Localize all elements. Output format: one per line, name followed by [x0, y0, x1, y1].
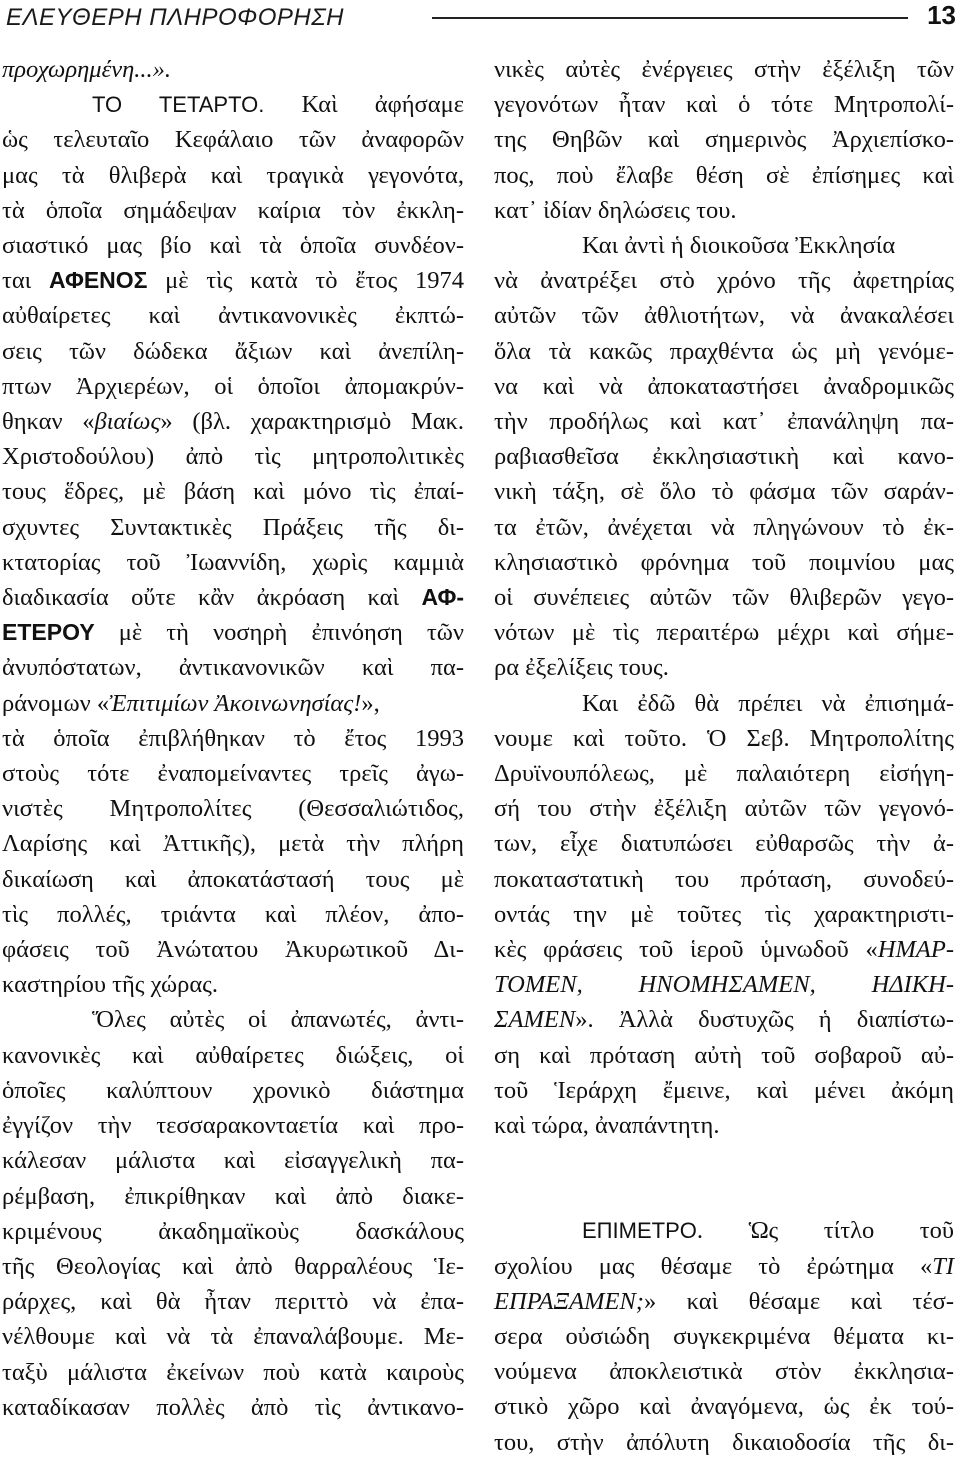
- page-header: [0, 0, 960, 40]
- text-line: τὰ ὁποῖα σημάδεψαν καίρια τὸν ἐκκλη-: [2, 196, 464, 224]
- text-line: ἀνυπόστατων, ἀντικανονικῶν καὶ πα-: [2, 654, 464, 682]
- text-line: νότων μὲ τὶς περαιτέρω μέχρι καὶ σήμε-: [494, 619, 954, 647]
- section-heading: ΤΟ ΤΕΤΑΡΤΟ.: [92, 92, 265, 118]
- text-line: νέλθουμε καὶ νὰ τὰ ἐπαναλάβουμε. Με-: [2, 1323, 464, 1351]
- text-line: των, εἶχε διατυπώσει εὐθαρσῶς τὴν ἀ-: [494, 830, 954, 858]
- text-line: σερα οὐσιώδη συγκεκριμένα θέματα κι-: [494, 1322, 954, 1350]
- text-line: ράρχες, καὶ θὰ ἦταν περιττὸ νὰ ἐπα-: [2, 1288, 464, 1316]
- text-line: ράνομων «Ἐπιτιμίων Ἀκοινωνησίας!»,: [2, 689, 380, 717]
- text-line: ται ΑΦΕΝΟΣ μὲ τὶς κατὰ τὸ ἔτος 1974: [2, 267, 464, 295]
- text-line: Και ἀντὶ ἡ διοικοῦσα Ἐκκλησία: [582, 232, 896, 260]
- text-line: ΤΟ ΤΕΤΑΡΤΟ. Καὶ ἀφήσαμε: [92, 91, 464, 119]
- text-line: ραβιασθεῖσα ἐκκλησιαστικὴ καὶ κανο-: [494, 443, 954, 471]
- text-line: μας τὰ θλιβερὰ καὶ τραγικὰ γεγονότα,: [2, 161, 464, 189]
- text-line: κλησιαστικὸ φρόνημα τοῦ ποιμνίου μας: [494, 548, 954, 576]
- text-line: σή του στὴν ἐξέλιξη αὐτῶν τῶν γεγονό-: [494, 795, 954, 823]
- section-heading: ΕΠΙΜΕΤΡΟ: [582, 1218, 697, 1244]
- text-line: ΕΤΕΡΟΥ μὲ τὴ νοσηρὴ ἐπινόηση τῶν: [2, 619, 464, 647]
- text-line: ἐγγίζον τὴν τεσσαρακονταετία καὶ προ-: [2, 1112, 464, 1140]
- text-line: ρέμβαση, ἐπικρίθηκαν καὶ ἀπὸ διακε-: [2, 1182, 464, 1210]
- text-line: θηκαν «βιαίως» (βλ. χαρακτηρισμὸ Μακ.: [2, 408, 464, 436]
- text-line: ΤΟΜΕΝ, ΗΝΟΜΗΣΑΜΕΝ, ΗΔΙΚΗ-: [494, 971, 954, 999]
- text-line: προχωρημένη...».: [2, 56, 171, 83]
- text-line: καὶ τώρα, ἀναπάντητη.: [494, 1112, 720, 1140]
- text-line: καστηρίου τῆς χώρας.: [2, 971, 218, 999]
- text-line: νούμενα ἀποκλειστικὰ στὸν ἐκκλησια-: [494, 1358, 954, 1386]
- text-line: σιαστικό μας βίο καὶ τὰ ὁποῖα συνδέον-: [2, 232, 464, 260]
- text-line: κριμένους ἀκαδημαϊκοὺς δασκάλους: [2, 1217, 464, 1245]
- text-line: πος, ποὺ ἔλαβε θέση σὲ ἐπίσημες καὶ: [494, 161, 954, 189]
- text-line: τοῦ Ἱεράρχη ἔμεινε, καὶ μένει ἀκόμη: [494, 1076, 954, 1104]
- text-line: τὶς πολλές, τριάντα καὶ πλέον, ἀπο-: [2, 900, 464, 928]
- text-line: φάσεις τοῦ Ἀνώτατου Ἀκυρωτικοῦ Δι-: [2, 936, 464, 964]
- text-line: καταδίκασαν πολλὲς ἀπὸ τὶς ἀντικανο-: [2, 1393, 464, 1421]
- text-line: κανονικὲς καὶ αὐθαίρετες διώξεις, οἱ: [2, 1041, 464, 1069]
- text-line: να καὶ νὰ ἀποκαταστήσει ἀναδρομικῶς: [494, 372, 954, 400]
- text-line: γεγονότων ἦταν καὶ ὁ τότε Μητροπολί-: [494, 91, 954, 119]
- text-line: νὰ ἀνατρέξει στὸ χρόνο τῆς ἀφετηρίας: [494, 267, 954, 295]
- text-line: τὴν προδήλως καὶ κατ᾽ ἐπανάληψη πα-: [494, 408, 954, 436]
- text-line: ΕΠΙΜΕΤΡΟ. Ὡς τίτλο τοῦ: [582, 1217, 954, 1245]
- text-line: διαδικασία οὔτε κἂν ἀκρόαση καὶ ΑΦ-: [2, 584, 464, 612]
- text-line: Και ἐδῶ θὰ πρέπει νὰ ἐπισημά-: [582, 689, 954, 717]
- right-column: [494, 52, 954, 1460]
- left-column: [2, 52, 464, 1425]
- text-line: της Θηβῶν καὶ σημερινὸς Ἀρχιεπίσκο-: [494, 126, 954, 154]
- text-line: πτων Ἀρχιερέων, οἱ ὁποῖοι ἀπομακρύν-: [2, 372, 464, 400]
- text-line: στικὸ χῶρο καὶ ἀναγόμενα, ὡς ἐκ τού-: [494, 1393, 954, 1421]
- running-title: ΕΛΕΥΘΕΡΗ ΠΛΗΡΟΦΟΡΗΣΗ: [6, 4, 344, 31]
- text-line: ὅλα τὰ κακῶς πραχθέντα ὡς μὴ γενόμε-: [494, 337, 954, 365]
- text-line: αὐτῶν τῶν ἀθλιοτήτων, νὰ ἀνακαλέσει: [494, 302, 954, 330]
- text-line: ποκαταστατικὴ του πρόταση, συνοδεύ-: [494, 865, 954, 893]
- text-line: ρα ἐξελίξεις τους.: [494, 654, 669, 682]
- text-line: κάλεσαν μάλιστα καὶ εἰσαγγελικὴ πα-: [2, 1147, 464, 1175]
- text-line: Λαρίσης καὶ Ἀττικῆς), μετὰ τὴν πλήρη: [2, 830, 464, 858]
- text-line: κὲς φράσεις τοῦ ἱεροῦ ὑμνωδοῦ «ΗΜΑΡ-: [494, 936, 954, 964]
- text-line: σεις τῶν δώδεκα ἄξιων καὶ ἀνεπίλη-: [2, 337, 464, 365]
- text-line: σχυντες Συντακτικὲς Πράξεις τῆς δι-: [2, 513, 464, 541]
- text-line: οἱ συνέπειες αὐτῶν τῶν θλιβερῶν γεγο-: [494, 584, 954, 612]
- text-line: νουμε καὶ τοῦτο. Ὁ Σεβ. Μητροπολίτης: [494, 724, 954, 752]
- text-line: ΣΑΜΕΝ». Ἀλλὰ δυστυχῶς ἡ διαπίστω-: [494, 1006, 954, 1034]
- text-line: Δρυϊνουπόλεως, μὲ παλαιότερη εἰσήγη-: [494, 760, 954, 788]
- text-line: κατ᾽ ἰδίαν δηλώσεις του.: [494, 196, 737, 224]
- text-line: τους ἕδρες, μὲ βάση καὶ μόνο τὶς ἐπαί-: [2, 478, 464, 506]
- text-line: στοὺς τότε ἐναπομείναντες τρεῖς ἀγω-: [2, 760, 464, 788]
- text-line: τῆς Θεολογίας καὶ ἀπὸ θαρραλέους Ἱε-: [2, 1252, 464, 1280]
- text-line: τα ἐτῶν, ἀνέχεται νὰ πληγώνουν τὸ ἐκ-: [494, 513, 954, 541]
- page-number: 13: [927, 0, 956, 30]
- text-line: δικαίωση καὶ ἀποκατάστασή τους μὲ: [2, 865, 464, 893]
- text-line: νικὴ τάξη, σὲ ὅλο τὸ φάσμα τῶν σαράν-: [494, 478, 954, 506]
- text-line: αὐθαίρετες καὶ ἀντικανονικὲς ἐκπτώ-: [2, 302, 464, 330]
- paragraph-gap: [494, 1143, 954, 1213]
- text-line: ὡς τελευταῖο Κεφάλαιο τῶν ἀναφορῶν: [2, 126, 464, 154]
- text-line: Χριστοδούλου) ἀπὸ τὶς μητροπολιτικὲς: [2, 443, 464, 471]
- text-line: κτατορίας τοῦ Ἰωαννίδη, χωρὶς καμμιὰ: [2, 548, 464, 576]
- text-line: νιστὲς Μητροπολίτες (Θεσσαλιώτιδος,: [2, 795, 464, 823]
- text-line: νικὲς αὐτὲς ἐνέργειες στὴν ἐξέλιξη τῶν: [494, 56, 954, 83]
- text-line: του, στὴν ἀπόλυτη δικαιοδοσία τῆς δι-: [494, 1428, 954, 1456]
- text-line: ΕΠΡΑΞΑΜΕΝ;» καὶ θέσαμε καὶ τέσ-: [494, 1287, 954, 1315]
- text-line: ταξὺ μάλιστα ἐκείνων ποὺ κατὰ καιροὺς: [2, 1358, 464, 1386]
- header-rule: [432, 17, 908, 19]
- text-line: ση καὶ πρόταση αὐτὴ τοῦ σοβαροῦ αὐ-: [494, 1041, 954, 1069]
- text-line: τὰ ὁποῖα ἐπιβλήθηκαν τὸ ἔτος 1993: [2, 724, 464, 752]
- text-line: Ὅλες αὐτὲς οἱ ἀπανωτές, ἀντι-: [92, 1006, 464, 1034]
- text-line: σχολίου μας θέσαμε τὸ ἐρώτημα «ΤΙ: [494, 1252, 954, 1280]
- text-line: ὁποῖες καλύπτουν χρονικὸ διάστημα: [2, 1076, 464, 1104]
- text-line: οντάς την μὲ τοῦτες τὶς χαρακτηριστι-: [494, 900, 954, 928]
